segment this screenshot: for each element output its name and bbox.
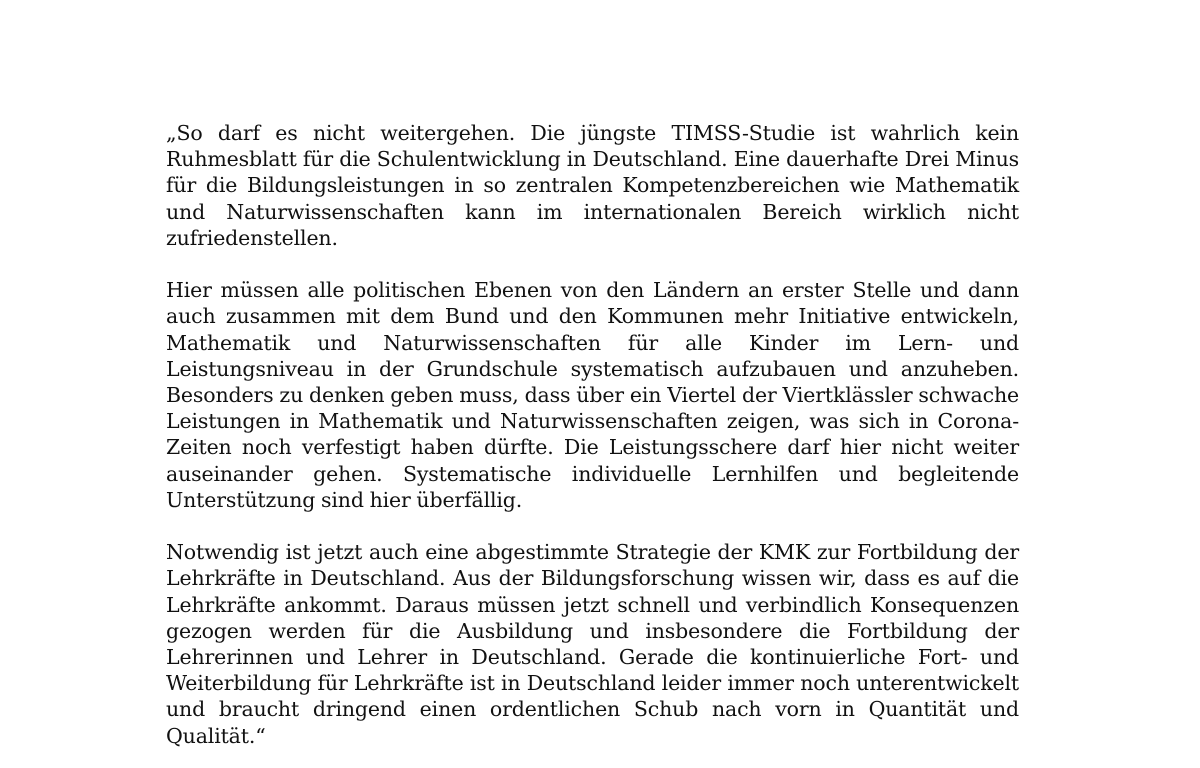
- document-body[interactable]: [166, 120, 1019, 749]
- paragraph-3[interactable]: Notwendig ist jetzt auch eine abgestimmte Strategie der KMK zur Fortbildung der Lehrkräfte in Deutschland. Aus der Bildungsforschung wissen wir, dass es auf die Lehrkräfte ankommt. Daraus müssen jetzt schnell und verbindlich Konsequenzen gezogen werden für die Ausbildung und insbesondere die Fortbildung der Lehrerinnen und Lehrer in Deutschland. Gerade die kontinuierliche Fort- und Weiterbildung für Lehrkräfte ist in Deutschland leider immer noch unterentwickelt und braucht dringend einen ordentlichen Schub nach vorn in Quantität und Qualität.“: [166, 540, 1019, 748]
- paragraph-1[interactable]: „So darf es nicht weitergehen. Die jüngste TIMSS-Studie ist wahrlich kein Ruhmesblatt für die Schulentwicklung in Deutschland. Eine dauerhafte Drei Minus für die Bildungsleistungen in so zentralen Kompetenzbereichen wie Mathematik und Naturwissenschaften kann im internationalen Bereich wirklich nicht zufriedenstellen.: [166, 121, 1019, 250]
- paragraph-2[interactable]: Hier müssen alle politischen Ebenen von den Ländern an erster Stelle und dann auch zusammen mit dem Bund und den Kommunen mehr Initiative entwickeln, Mathematik und Naturwissenschaften für alle Kinder im Lern- und Leistungsniveau in der Grundschule systematisch aufzubauen und anzuheben. Besonders zu denken geben muss, dass über ein Viertel der Viertklässler schwache Leistungen in Mathematik und Naturwissenschaften zeigen, was sich in Corona-Zeiten noch verfestigt haben dürfte. Die Leistungsschere darf hier nicht weiter auseinander gehen. Systematische individuelle Lernhilfen und begleitende Unterstützung sind hier überfällig.: [166, 278, 1019, 512]
